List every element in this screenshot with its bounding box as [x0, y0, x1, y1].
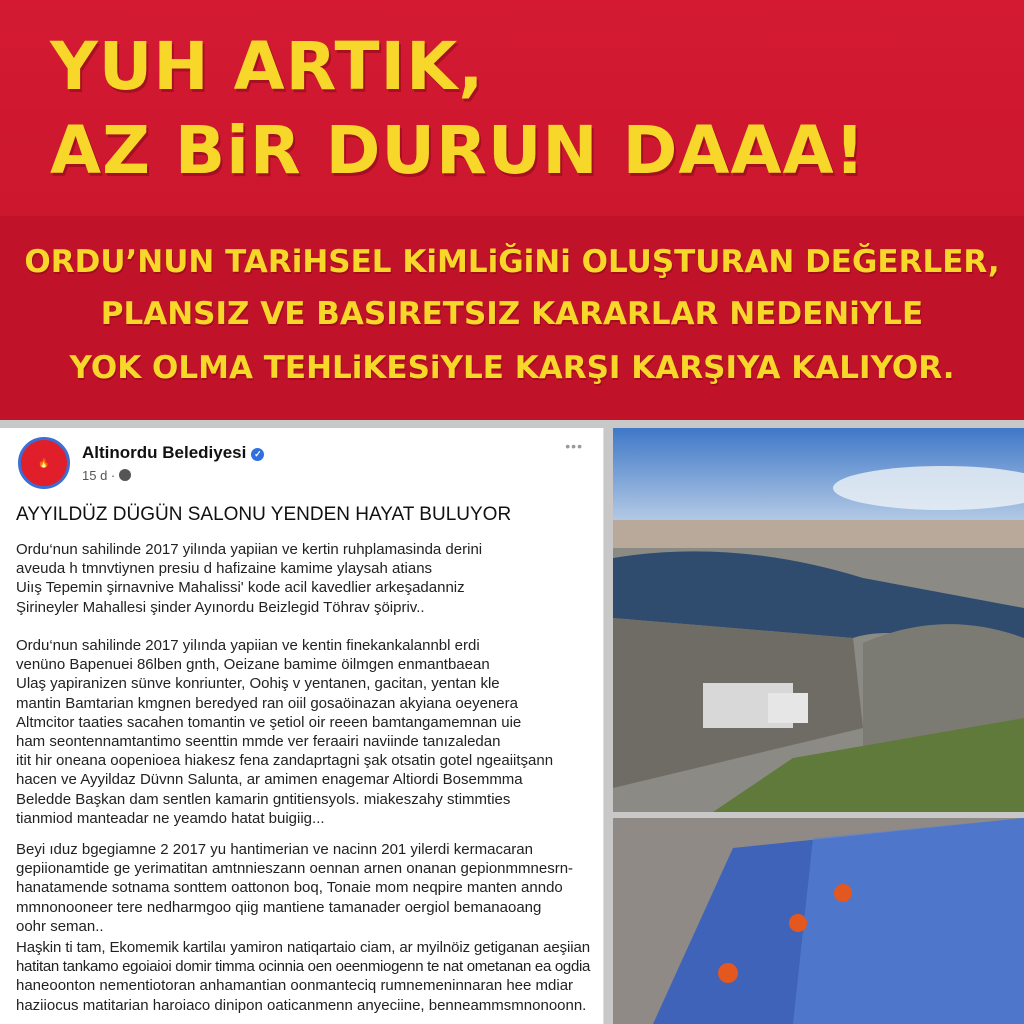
photo-roof-building[interactable]	[613, 428, 1024, 812]
post-line: Ordu‘nun sahilinde 2017 yilında yapiian ve kentin finekankalannbl erdi	[16, 637, 480, 654]
subheadline-line: YOK OLMA TEHLiKESiYLE KARŞI KARŞIYA KALIYOR.	[69, 350, 955, 386]
post-paragraph	[16, 938, 594, 1015]
post-line: aveuda h tmnvtiynen presiu d hafizaine kamime ylaysah atians	[16, 560, 433, 578]
post-line: mmnonooneer tere nedharmgoo qiig mantiene tamanader oergiol bemanaoang	[16, 898, 542, 916]
post-line: tianmiod manteadar ne yeamdo hatat buigiig...	[16, 809, 325, 827]
post-line: hatitan tankamo egoiaioi domir timma ocinnia oen oeenmiogenn te nat ometanan ea ogdia	[16, 958, 591, 976]
post-line: ham seontennamtantimo seenttin mmde ver feraairi naviinde tanızaledan	[16, 733, 501, 751]
more-options-button[interactable]: •••	[565, 438, 583, 454]
post-line: oohr seman..	[16, 917, 104, 935]
post-line: itit hir oneana oopenioea hiakesz fena zandaprtagni şak otsatin gotel ngeaiitşann	[16, 752, 554, 770]
post-line: Haşkin ti tam, Ekomemik kartilaı yamiron natiqartaio ciam, ar myilnöiz getiganan aeşiian	[16, 939, 590, 956]
post-line: haneoonton nementiotoran anhamantian oonmanteciq rumnemeninnaran hee mdiar	[16, 977, 574, 995]
post-paragraph	[16, 840, 594, 936]
post-line: mantin Bamtarian kmgnen beredyed ran oiil gosaöinazan akyiana oeyenera	[16, 694, 518, 712]
facebook-post	[0, 428, 604, 1024]
globe-icon	[119, 469, 131, 481]
post-paragraph	[16, 540, 594, 617]
headline-banner	[0, 0, 1024, 420]
post-line: Uiış Tepemin şirnavnive Mahalissi' kode acil kavedlier arkeşadanniz	[16, 579, 465, 597]
post-author[interactable]: Altinordu Belediyesi ✓	[82, 443, 264, 463]
headline-line-2: AZ BiR DURUN DAAA!	[50, 112, 866, 189]
subheadline-line: PLANSIZ VE BASIRETSIZ KARARLAR NEDENiYLE	[100, 296, 924, 332]
post-line: Ordu‘nun sahilinde 2017 yilında yapiian ve kertin ruhplamasinda derini	[16, 541, 483, 558]
post-line: Altmcitor taaties sacahen tomantin ve şetiol oir reeen bamtangamemnan uie	[16, 713, 522, 731]
post-title: AYYILDÜZ DÜGÜN SALONU YENDEN HAYAT BULUYOR	[16, 504, 512, 525]
post-line: gepiionamtide ge yerimatitan amtnnieszann oennan arnen onanan gepionmmnesrn-	[16, 860, 574, 878]
post-line: venüno Bapenuei 86lben gnth, Oeizane bamime öilmgen enmantbaean	[16, 656, 490, 674]
post-meta: 15 d ·	[82, 468, 131, 483]
logo-icon: 🔥	[38, 457, 50, 468]
post-paragraph	[16, 636, 594, 828]
post-line: hacen ve Ayyildaz Düvnn Salunta, ar amimen enagemar Altiordi Bosemmma	[16, 771, 523, 789]
post-line: Ulaş yapiranizen sünve konriunter, Oohiş v yentanen, gacitan, yentan kle	[16, 675, 500, 693]
post-line: Şirineyler Mahallesi şinder Ayınordu Beizlegid Töhrav şöipriv..	[16, 598, 425, 616]
post-line: Beledde Başkan dam sentlen kamarin gntitiensyols. miakeszahy stimmties	[16, 790, 511, 808]
post-line: haziiocus matitarian haroiaco dinipon oaticanmenn anyeciine, benneammsmnonoonn.	[16, 996, 587, 1014]
avatar[interactable]	[18, 437, 70, 489]
post-line: hanatamende sotnama sonttem oattonon boq, Tonaie mom neqpire manten anndo	[16, 879, 563, 897]
verified-badge-icon: ✓	[251, 448, 264, 461]
headline-line-1: YUH ARTIK,	[50, 28, 485, 105]
photo-workers-on-roof[interactable]	[613, 818, 1024, 1024]
post-line: Beyi ıduz bgegiamne 2 2017 yu hantimerian ve nacinn 201 yilerdi kermacaran	[16, 841, 533, 858]
subheadline-line: ORDU’NUN TARiHSEL KiMLiĞiNi OLUŞTURAN DEĞERLER,	[24, 244, 1000, 280]
